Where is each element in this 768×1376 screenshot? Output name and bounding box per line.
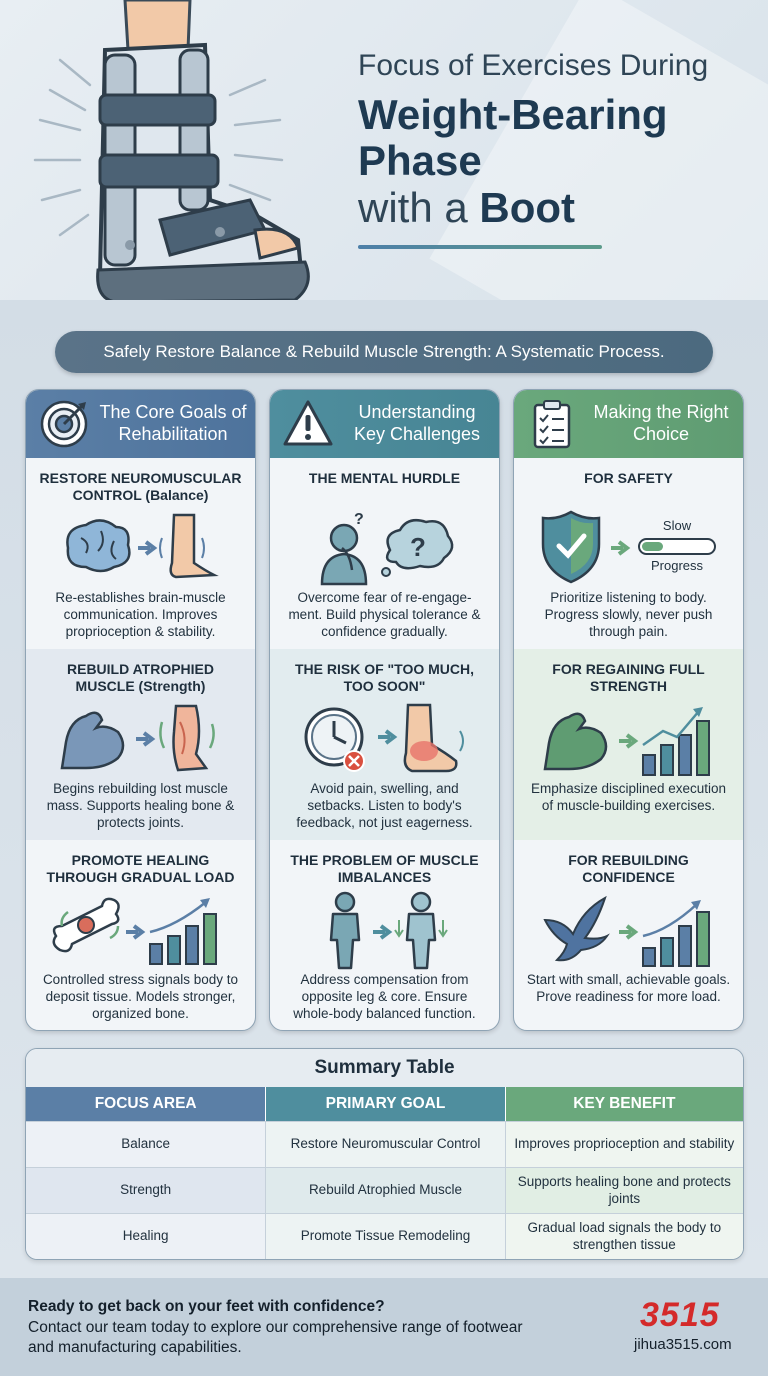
progress-top-label: Slow	[662, 518, 691, 533]
table-row	[26, 1213, 743, 1259]
section-description: Overcome fear of re-engage- ment. Build physical tolerance & confidence gradually.	[288, 590, 481, 639]
choice-safety	[514, 458, 743, 649]
title-line-4-prefix: with a	[358, 184, 480, 232]
title-line-3: Phase	[358, 137, 482, 185]
muscle-leg-icon	[56, 702, 226, 776]
section-description: Controlled stress signals body to deposit tissue. Models stronger, organized bone.	[42, 972, 239, 1021]
progress-bottom-label: Progress	[650, 558, 703, 573]
section-title: FOR SAFETY	[584, 470, 673, 486]
page-title	[358, 48, 748, 249]
section-title: RESTORE NEUROMUSCULAR CONTROL (Balance)	[39, 470, 242, 503]
title-line-4	[358, 184, 748, 232]
section-description: Prioritize listening to body. Progress slowly, never push through pain.	[544, 590, 713, 639]
table-row	[26, 1121, 743, 1167]
section-title: FOR REBUILDING CONFIDENCE	[568, 852, 689, 885]
cell-key-benefit: Supports healing bone and protects joints	[505, 1168, 743, 1213]
column-header-label: The Core Goals of Rehabilitation	[99, 402, 247, 444]
column-header-label: Making the Right Choice	[593, 402, 729, 444]
checklist-icon	[526, 398, 578, 450]
section-description: Address compensation from opposite leg & core. Ensure whole-body balanced function.	[293, 972, 476, 1021]
balanced-body-icon	[315, 890, 455, 970]
svg-text:?: ?	[353, 511, 364, 528]
choice-confidence	[514, 840, 743, 1031]
section-title: REBUILD ATROPHIED MUSCLE (Strength)	[67, 661, 214, 694]
challenge-imbalance	[270, 840, 499, 1031]
column-header	[514, 390, 743, 458]
column-header-label: Understanding Key Challenges	[353, 402, 481, 444]
column-key-challenges	[269, 389, 500, 1031]
header-focus-area: FOCUS AREA	[26, 1087, 265, 1121]
challenge-too-much	[270, 649, 499, 840]
footer-text: Contact our team today to explore our comprehensive range of footwear and manufacturing capabilities.	[28, 1319, 523, 1357]
footer-question: Ready to get back on your feet with confidence?	[28, 1298, 385, 1315]
column-core-goals	[25, 389, 256, 1031]
brand-logo: 3515	[640, 1296, 720, 1334]
title-line-2: Weight-Bearing	[358, 91, 668, 138]
column-header	[270, 390, 499, 458]
section-description: Emphasize disciplined execution of muscle-building exercises.	[530, 781, 727, 813]
table-row	[26, 1167, 743, 1213]
summary-header-row	[26, 1087, 743, 1121]
cell-primary-goal: Restore Neuromuscular Control	[265, 1122, 504, 1167]
title-underline	[358, 245, 602, 249]
goal-healing	[26, 840, 255, 1031]
summary-table	[25, 1048, 744, 1260]
muscle-chart-icon	[539, 701, 719, 777]
brain-foot-icon	[56, 513, 226, 583]
progress-fill	[642, 542, 663, 551]
section-title: FOR REGAINING FULL STRENGTH	[552, 661, 705, 694]
section-title: PROMOTE HEALING THROUGH GRADUAL LOAD	[46, 852, 235, 885]
choice-strength	[514, 649, 743, 840]
summary-title: Summary Table	[26, 1049, 743, 1087]
section-title: THE RISK OF "TOO MUCH, TOO SOON"	[294, 661, 475, 694]
target-icon	[38, 398, 90, 450]
walking-boot-illustration	[20, 0, 320, 300]
section-title: THE MENTAL HURDLE	[308, 470, 461, 486]
shield-progress-icon	[539, 508, 719, 588]
cell-primary-goal: Promote Tissue Remodeling	[265, 1214, 504, 1259]
column-right-choice	[513, 389, 744, 1031]
column-header	[26, 390, 255, 458]
section-title: THE PROBLEM OF MUSCLE IMBALANCES	[290, 852, 479, 885]
goal-strength	[26, 649, 255, 840]
cell-key-benefit: Gradual load signals the body to strengthen tissue	[505, 1214, 743, 1259]
footer	[0, 1278, 768, 1376]
cell-focus-area: Strength	[26, 1168, 265, 1213]
cell-focus-area: Healing	[26, 1214, 265, 1259]
section-description: Begins rebuilding lost muscle mass. Supports healing bone & protects joints.	[46, 781, 235, 830]
website-link[interactable]: jihua3515.com	[634, 1336, 732, 1353]
subtitle-banner: Safely Restore Balance & Rebuild Muscle Strength: A Systematic Process.	[55, 331, 713, 373]
hero	[0, 0, 768, 300]
cell-primary-goal: Rebuild Atrophied Muscle	[265, 1168, 504, 1213]
cell-focus-area: Balance	[26, 1122, 265, 1167]
bone-growth-icon	[46, 892, 236, 968]
title-line-1: Focus of Exercises During	[358, 49, 709, 82]
section-description: Start with small, achievable goals. Prove readiness for more load.	[526, 972, 731, 1004]
title-line-4-bold: Boot	[479, 184, 576, 232]
header-primary-goal: PRIMARY GOAL	[265, 1087, 504, 1121]
cell-key-benefit: Improves proprioception and stability	[505, 1122, 743, 1167]
clock-swollen-foot-icon	[300, 701, 470, 777]
section-description: Avoid pain, swelling, and setbacks. Listen to body's feedback, not just eagerness.	[296, 781, 473, 830]
section-description: Re-establishes brain-muscle communication. Improves proprioception & stability.	[55, 590, 226, 639]
thinking-person-icon	[310, 510, 460, 586]
header-key-benefit: KEY BENEFIT	[505, 1087, 743, 1121]
goal-balance	[26, 458, 255, 649]
warning-icon	[282, 398, 334, 450]
bird-chart-icon	[539, 890, 719, 970]
challenge-mental	[270, 458, 499, 649]
svg-text:?: ?	[409, 532, 426, 562]
